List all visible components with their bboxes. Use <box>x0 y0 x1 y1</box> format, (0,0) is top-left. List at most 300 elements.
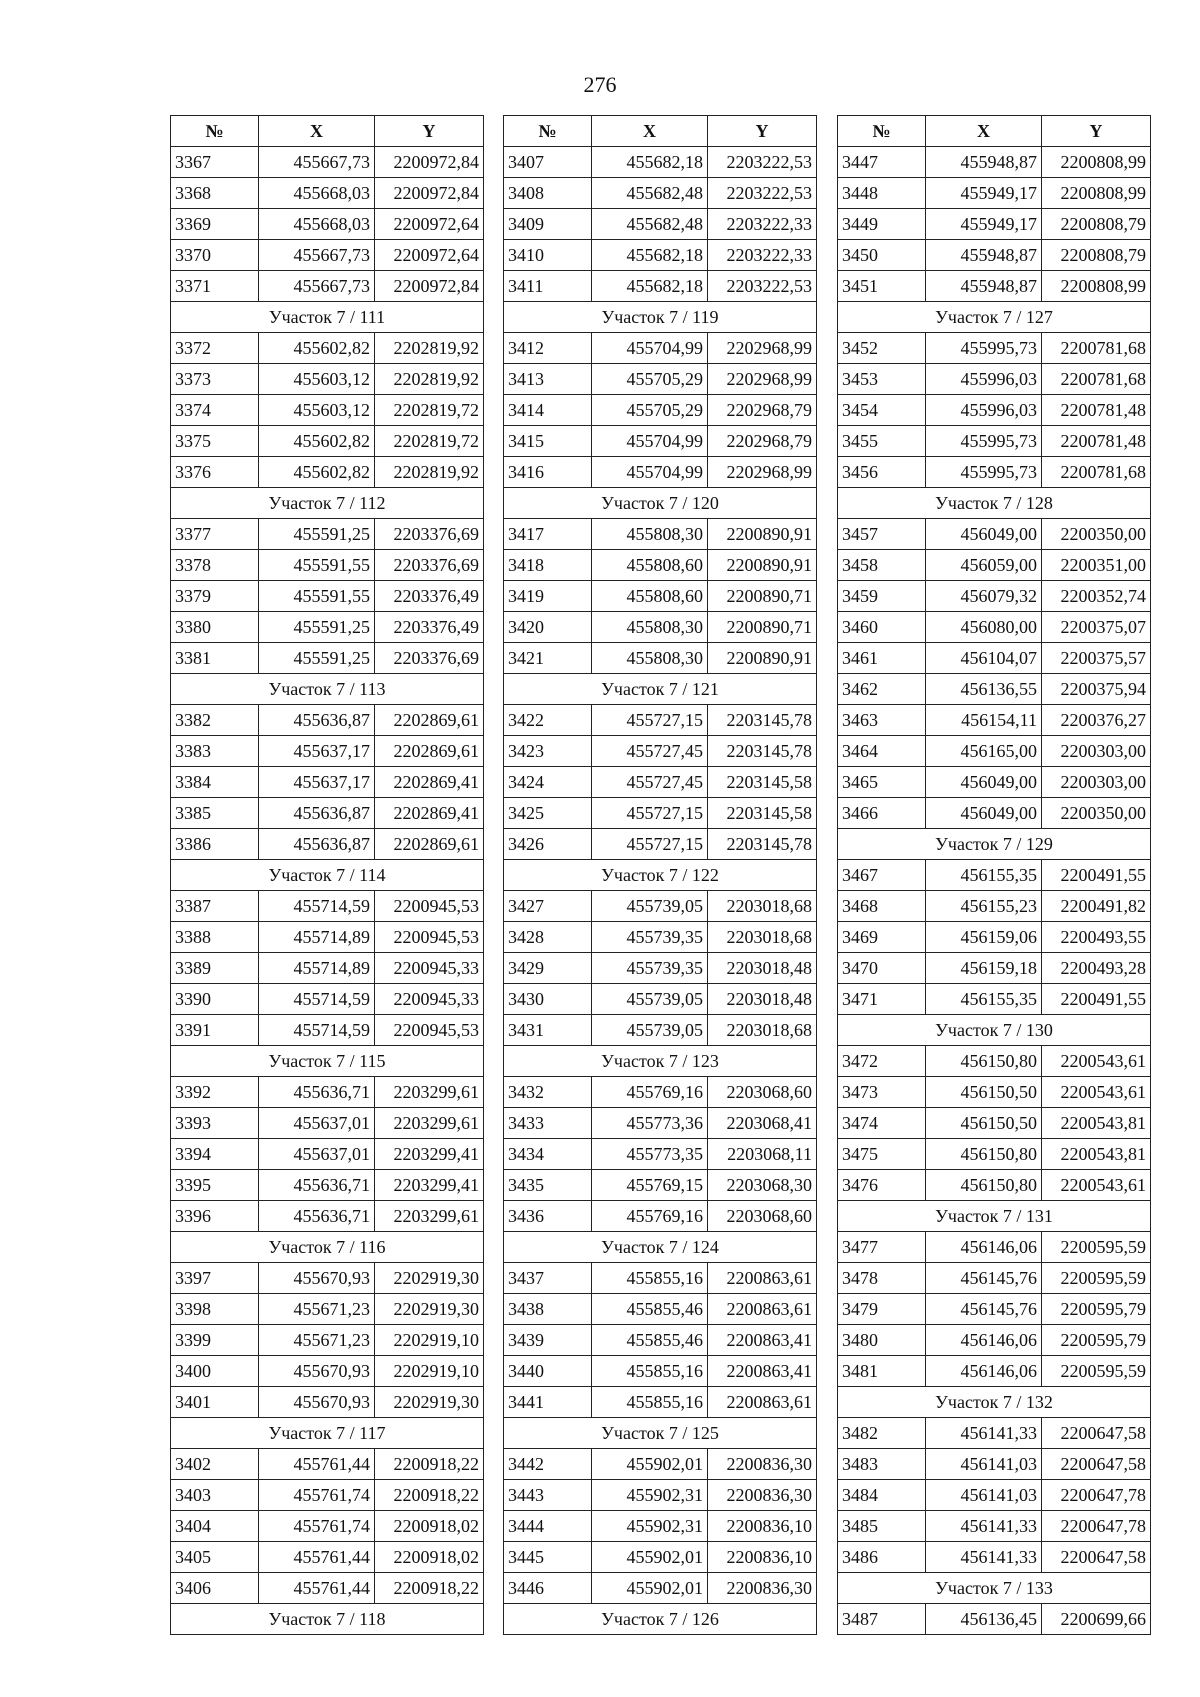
coord-y: 2200918,22 <box>375 1449 484 1480</box>
coord-x: 456155,23 <box>926 891 1042 922</box>
header-number: № <box>504 116 592 147</box>
coord-x: 455682,48 <box>592 209 708 240</box>
point-row <box>504 953 817 984</box>
coord-y: 2200945,33 <box>375 953 484 984</box>
point-number: 3401 <box>171 1387 259 1418</box>
point-row <box>171 705 484 736</box>
point-number: 3470 <box>838 953 926 984</box>
coord-x: 455902,31 <box>592 1511 708 1542</box>
section-title: Участок 7 / 129 <box>838 829 1151 860</box>
coord-y: 2203222,53 <box>708 271 817 302</box>
coord-y: 2200972,84 <box>375 147 484 178</box>
coord-x: 455727,15 <box>592 829 708 860</box>
coord-x: 455670,93 <box>259 1356 375 1387</box>
coord-y: 2200375,94 <box>1042 674 1151 705</box>
point-row <box>504 147 817 178</box>
point-row <box>838 581 1151 612</box>
coord-x: 455727,45 <box>592 736 708 767</box>
point-row <box>504 1511 817 1542</box>
coord-x: 455761,44 <box>259 1542 375 1573</box>
point-number: 3486 <box>838 1542 926 1573</box>
point-row <box>171 519 484 550</box>
coord-y: 2200491,82 <box>1042 891 1151 922</box>
coord-y: 2203018,68 <box>708 1015 817 1046</box>
section-row <box>838 1201 1151 1232</box>
point-number: 3476 <box>838 1170 926 1201</box>
header-y: Y <box>375 116 484 147</box>
coord-y: 2202919,30 <box>375 1263 484 1294</box>
section-row <box>171 302 484 333</box>
section-title: Участок 7 / 121 <box>504 674 817 705</box>
coord-y: 2200972,64 <box>375 209 484 240</box>
section-row <box>171 674 484 705</box>
point-row <box>171 1077 484 1108</box>
coord-x: 455727,45 <box>592 767 708 798</box>
coord-x: 455704,99 <box>592 457 708 488</box>
coord-y: 2200890,91 <box>708 643 817 674</box>
coord-y: 2202819,72 <box>375 395 484 426</box>
coord-x: 455769,16 <box>592 1077 708 1108</box>
point-number: 3449 <box>838 209 926 240</box>
coord-x: 456136,55 <box>926 674 1042 705</box>
coord-x: 455902,01 <box>592 1449 708 1480</box>
coord-y: 2203299,41 <box>375 1170 484 1201</box>
coord-y: 2203145,78 <box>708 829 817 860</box>
coord-y: 2200375,07 <box>1042 612 1151 643</box>
coord-x: 455855,46 <box>592 1294 708 1325</box>
coord-x: 455739,05 <box>592 1015 708 1046</box>
point-number: 3465 <box>838 767 926 798</box>
point-number: 3464 <box>838 736 926 767</box>
point-row <box>838 643 1151 674</box>
coord-x: 455602,82 <box>259 426 375 457</box>
section-title: Участок 7 / 112 <box>171 488 484 519</box>
coord-y: 2200647,58 <box>1042 1418 1151 1449</box>
coord-x: 455996,03 <box>926 395 1042 426</box>
point-number: 3391 <box>171 1015 259 1046</box>
coord-y: 2202968,99 <box>708 333 817 364</box>
coord-y: 2202919,10 <box>375 1356 484 1387</box>
coord-y: 2200351,00 <box>1042 550 1151 581</box>
point-row <box>504 798 817 829</box>
coord-y: 2200918,22 <box>375 1480 484 1511</box>
point-number: 3404 <box>171 1511 259 1542</box>
point-number: 3459 <box>838 581 926 612</box>
coord-x: 455727,15 <box>592 705 708 736</box>
coord-x: 456141,33 <box>926 1511 1042 1542</box>
coord-x: 455855,16 <box>592 1356 708 1387</box>
point-number: 3403 <box>171 1480 259 1511</box>
coord-y: 2200303,00 <box>1042 736 1151 767</box>
coord-x: 455682,18 <box>592 147 708 178</box>
point-number: 3406 <box>171 1573 259 1604</box>
point-row <box>171 643 484 674</box>
point-number: 3446 <box>504 1573 592 1604</box>
coord-x: 456080,00 <box>926 612 1042 643</box>
coord-y: 2200781,68 <box>1042 457 1151 488</box>
point-number: 3425 <box>504 798 592 829</box>
coord-x: 455714,89 <box>259 953 375 984</box>
point-number: 3445 <box>504 1542 592 1573</box>
section-row <box>838 488 1151 519</box>
coord-y: 2200781,48 <box>1042 395 1151 426</box>
coord-y: 2200972,84 <box>375 271 484 302</box>
point-row <box>504 612 817 643</box>
coord-y: 2200376,27 <box>1042 705 1151 736</box>
section-title: Участок 7 / 122 <box>504 860 817 891</box>
coord-y: 2200808,99 <box>1042 178 1151 209</box>
point-row <box>171 209 484 240</box>
coord-x: 456159,18 <box>926 953 1042 984</box>
point-row <box>838 1046 1151 1077</box>
point-row <box>838 1511 1151 1542</box>
coord-y: 2200863,61 <box>708 1263 817 1294</box>
section-title: Участок 7 / 132 <box>838 1387 1151 1418</box>
point-row <box>171 953 484 984</box>
coord-x: 456155,35 <box>926 860 1042 891</box>
coord-y: 2203376,69 <box>375 519 484 550</box>
point-number: 3436 <box>504 1201 592 1232</box>
point-row <box>171 457 484 488</box>
coord-x: 455996,03 <box>926 364 1042 395</box>
coord-x: 455602,82 <box>259 457 375 488</box>
coord-y: 2200781,48 <box>1042 426 1151 457</box>
point-row <box>171 829 484 860</box>
coord-x: 456049,00 <box>926 767 1042 798</box>
coord-x: 455855,46 <box>592 1325 708 1356</box>
point-row <box>838 1480 1151 1511</box>
point-row <box>504 736 817 767</box>
point-row <box>838 1232 1151 1263</box>
point-number: 3442 <box>504 1449 592 1480</box>
coord-y: 2200836,10 <box>708 1511 817 1542</box>
point-number: 3397 <box>171 1263 259 1294</box>
coord-y: 2203222,33 <box>708 240 817 271</box>
section-title: Участок 7 / 118 <box>171 1604 484 1635</box>
point-row <box>504 364 817 395</box>
coord-x: 455636,71 <box>259 1201 375 1232</box>
point-number: 3469 <box>838 922 926 953</box>
coord-y: 2203376,69 <box>375 643 484 674</box>
coord-x: 455636,71 <box>259 1077 375 1108</box>
coord-y: 2203068,11 <box>708 1139 817 1170</box>
section-row <box>504 302 817 333</box>
point-number: 3378 <box>171 550 259 581</box>
point-number: 3434 <box>504 1139 592 1170</box>
section-row <box>504 1232 817 1263</box>
point-row <box>838 209 1151 240</box>
point-number: 3419 <box>504 581 592 612</box>
coord-y: 2200863,41 <box>708 1325 817 1356</box>
section-row <box>171 1046 484 1077</box>
point-number: 3374 <box>171 395 259 426</box>
coord-y: 2202968,79 <box>708 395 817 426</box>
coord-x: 456165,00 <box>926 736 1042 767</box>
coord-y: 2200836,30 <box>708 1573 817 1604</box>
point-row <box>504 705 817 736</box>
coord-y: 2200595,59 <box>1042 1263 1151 1294</box>
coord-x: 456136,45 <box>926 1604 1042 1635</box>
coord-x: 456141,33 <box>926 1418 1042 1449</box>
point-number: 3411 <box>504 271 592 302</box>
coord-x: 455704,99 <box>592 426 708 457</box>
point-number: 3472 <box>838 1046 926 1077</box>
point-row <box>838 953 1151 984</box>
coord-x: 455948,87 <box>926 271 1042 302</box>
section-row <box>171 1418 484 1449</box>
point-number: 3443 <box>504 1480 592 1511</box>
coord-y: 2200945,33 <box>375 984 484 1015</box>
point-row <box>504 922 817 953</box>
point-row <box>838 1418 1151 1449</box>
point-row <box>504 1356 817 1387</box>
coord-y: 2202869,61 <box>375 705 484 736</box>
coord-x: 456141,03 <box>926 1480 1042 1511</box>
point-number: 3410 <box>504 240 592 271</box>
point-row <box>838 271 1151 302</box>
point-number: 3454 <box>838 395 926 426</box>
point-number: 3479 <box>838 1294 926 1325</box>
point-row <box>838 767 1151 798</box>
coord-y: 2200350,00 <box>1042 519 1151 550</box>
point-row <box>171 1108 484 1139</box>
point-number: 3392 <box>171 1077 259 1108</box>
point-row <box>838 426 1151 457</box>
coord-x: 455727,15 <box>592 798 708 829</box>
point-number: 3423 <box>504 736 592 767</box>
coord-x: 456155,35 <box>926 984 1042 1015</box>
coord-x: 455739,35 <box>592 953 708 984</box>
coord-x: 455667,73 <box>259 147 375 178</box>
point-row <box>838 519 1151 550</box>
point-row <box>838 240 1151 271</box>
coord-x: 455902,01 <box>592 1573 708 1604</box>
coord-x: 455739,05 <box>592 891 708 922</box>
point-row <box>838 1294 1151 1325</box>
point-number: 3368 <box>171 178 259 209</box>
point-number: 3429 <box>504 953 592 984</box>
section-row <box>504 1418 817 1449</box>
point-number: 3481 <box>838 1356 926 1387</box>
point-number: 3424 <box>504 767 592 798</box>
point-number: 3484 <box>838 1480 926 1511</box>
point-row <box>171 612 484 643</box>
coord-x: 455682,48 <box>592 178 708 209</box>
point-number: 3390 <box>171 984 259 1015</box>
point-number: 3394 <box>171 1139 259 1170</box>
point-number: 3369 <box>171 209 259 240</box>
point-row <box>838 922 1151 953</box>
section-title: Участок 7 / 115 <box>171 1046 484 1077</box>
coord-y: 2200972,84 <box>375 178 484 209</box>
point-number: 3466 <box>838 798 926 829</box>
coord-x: 456049,00 <box>926 519 1042 550</box>
point-row <box>171 922 484 953</box>
coord-x: 455808,30 <box>592 612 708 643</box>
coord-y: 2200375,57 <box>1042 643 1151 674</box>
section-title: Участок 7 / 117 <box>171 1418 484 1449</box>
point-number: 3444 <box>504 1511 592 1542</box>
section-row <box>504 1604 817 1635</box>
coord-y: 2203068,30 <box>708 1170 817 1201</box>
section-title: Участок 7 / 119 <box>504 302 817 333</box>
point-row <box>171 1170 484 1201</box>
coord-x: 455995,73 <box>926 426 1042 457</box>
coord-y: 2200808,79 <box>1042 240 1151 271</box>
point-row <box>171 891 484 922</box>
coord-y: 2200303,00 <box>1042 767 1151 798</box>
coord-y: 2200350,00 <box>1042 798 1151 829</box>
point-row <box>504 1294 817 1325</box>
point-number: 3437 <box>504 1263 592 1294</box>
point-number: 3405 <box>171 1542 259 1573</box>
point-number: 3431 <box>504 1015 592 1046</box>
point-row <box>504 984 817 1015</box>
coord-x: 455670,93 <box>259 1263 375 1294</box>
coord-y: 2200890,71 <box>708 612 817 643</box>
point-row <box>504 1325 817 1356</box>
point-number: 3388 <box>171 922 259 953</box>
section-row <box>838 1387 1151 1418</box>
point-row <box>171 736 484 767</box>
coord-y: 2200836,30 <box>708 1449 817 1480</box>
point-row <box>171 1480 484 1511</box>
coord-y: 2200647,78 <box>1042 1480 1151 1511</box>
point-row <box>171 1449 484 1480</box>
point-number: 3412 <box>504 333 592 364</box>
point-number: 3432 <box>504 1077 592 1108</box>
point-number: 3458 <box>838 550 926 581</box>
point-number: 3420 <box>504 612 592 643</box>
point-row <box>504 891 817 922</box>
point-row <box>838 1542 1151 1573</box>
coord-x: 455808,30 <box>592 519 708 550</box>
coord-x: 455995,73 <box>926 457 1042 488</box>
coord-x: 455591,25 <box>259 519 375 550</box>
coord-x: 455761,74 <box>259 1480 375 1511</box>
point-row <box>171 1263 484 1294</box>
point-row <box>504 426 817 457</box>
point-number: 3372 <box>171 333 259 364</box>
point-number: 3376 <box>171 457 259 488</box>
coord-x: 455808,30 <box>592 643 708 674</box>
coordinates-table-3 <box>837 115 1151 1635</box>
coord-x: 455637,17 <box>259 767 375 798</box>
point-row <box>838 364 1151 395</box>
point-number: 3402 <box>171 1449 259 1480</box>
point-number: 3440 <box>504 1356 592 1387</box>
coord-y: 2200808,99 <box>1042 147 1151 178</box>
coord-x: 455855,16 <box>592 1387 708 1418</box>
coord-y: 2200543,81 <box>1042 1139 1151 1170</box>
point-row <box>504 1139 817 1170</box>
coord-x: 456146,06 <box>926 1325 1042 1356</box>
section-title: Участок 7 / 126 <box>504 1604 817 1635</box>
section-title: Участок 7 / 133 <box>838 1573 1151 1604</box>
section-row <box>171 1604 484 1635</box>
point-row <box>838 1139 1151 1170</box>
coord-y: 2203145,78 <box>708 705 817 736</box>
point-number: 3407 <box>504 147 592 178</box>
point-number: 3386 <box>171 829 259 860</box>
point-row <box>171 1356 484 1387</box>
coord-x: 455714,89 <box>259 922 375 953</box>
coord-x: 455667,73 <box>259 240 375 271</box>
point-number: 3448 <box>838 178 926 209</box>
coord-x: 456150,80 <box>926 1170 1042 1201</box>
coord-y: 2200647,78 <box>1042 1511 1151 1542</box>
point-row <box>171 333 484 364</box>
coord-x: 455682,18 <box>592 271 708 302</box>
coord-x: 455591,55 <box>259 550 375 581</box>
point-row <box>504 1263 817 1294</box>
point-number: 3480 <box>838 1325 926 1356</box>
coord-x: 455769,16 <box>592 1201 708 1232</box>
coord-x: 455603,12 <box>259 395 375 426</box>
coord-y: 2200945,53 <box>375 922 484 953</box>
point-number: 3422 <box>504 705 592 736</box>
section-row <box>838 829 1151 860</box>
coord-y: 2200543,61 <box>1042 1046 1151 1077</box>
coord-y: 2200808,79 <box>1042 209 1151 240</box>
point-row <box>504 209 817 240</box>
header-number: № <box>171 116 259 147</box>
section-title: Участок 7 / 128 <box>838 488 1151 519</box>
coord-x: 455714,59 <box>259 1015 375 1046</box>
coord-x: 456145,76 <box>926 1294 1042 1325</box>
point-row <box>171 581 484 612</box>
point-row <box>838 1108 1151 1139</box>
point-row <box>171 984 484 1015</box>
point-number: 3408 <box>504 178 592 209</box>
point-row <box>838 736 1151 767</box>
point-row <box>838 1263 1151 1294</box>
point-number: 3384 <box>171 767 259 798</box>
coord-y: 2200918,02 <box>375 1542 484 1573</box>
coord-x: 455714,59 <box>259 891 375 922</box>
coord-x: 455949,17 <box>926 209 1042 240</box>
point-row <box>171 426 484 457</box>
point-number: 3427 <box>504 891 592 922</box>
point-number: 3380 <box>171 612 259 643</box>
coord-x: 455949,17 <box>926 178 1042 209</box>
point-number: 3478 <box>838 1263 926 1294</box>
coord-y: 2200781,68 <box>1042 333 1151 364</box>
coord-x: 455995,73 <box>926 333 1042 364</box>
point-row <box>838 457 1151 488</box>
coord-y: 2200890,91 <box>708 519 817 550</box>
point-number: 3417 <box>504 519 592 550</box>
point-number: 3475 <box>838 1139 926 1170</box>
coord-y: 2200918,22 <box>375 1573 484 1604</box>
point-row <box>504 1449 817 1480</box>
point-row <box>171 147 484 178</box>
coord-x: 456146,06 <box>926 1232 1042 1263</box>
coord-y: 2200543,61 <box>1042 1077 1151 1108</box>
coord-y: 2203145,58 <box>708 767 817 798</box>
coord-x: 456150,80 <box>926 1139 1042 1170</box>
coord-x: 455705,29 <box>592 364 708 395</box>
point-row <box>504 1108 817 1139</box>
point-row <box>171 240 484 271</box>
coord-y: 2203145,78 <box>708 736 817 767</box>
header-x: X <box>592 116 708 147</box>
coord-x: 455636,71 <box>259 1170 375 1201</box>
point-row <box>504 550 817 581</box>
coord-y: 2200543,81 <box>1042 1108 1151 1139</box>
coord-y: 2200595,79 <box>1042 1325 1151 1356</box>
coord-x: 455773,35 <box>592 1139 708 1170</box>
